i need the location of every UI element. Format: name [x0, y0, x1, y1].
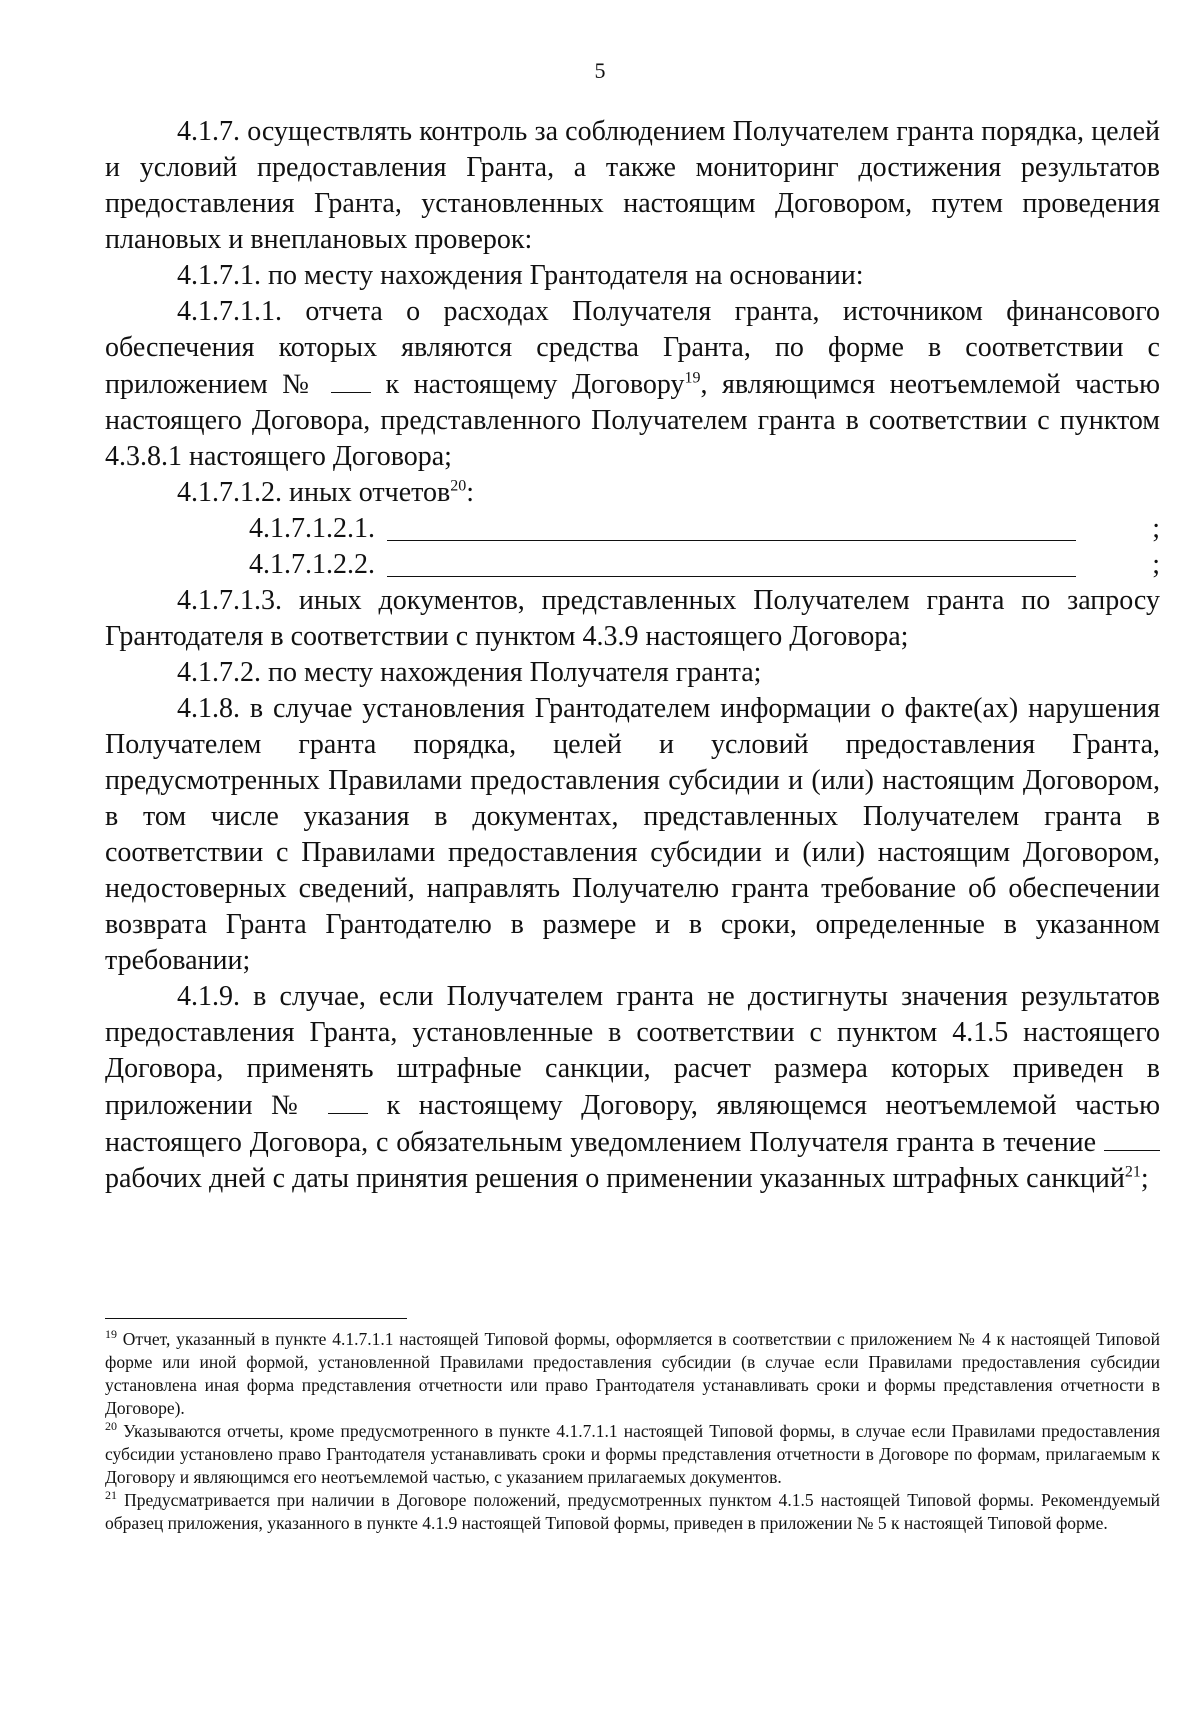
paragraph-4-1-7-1-2-1: 4.1.7.1.2.1. ;: [249, 513, 1160, 544]
paragraph-4-1-7: 4.1.7. осуществлять контроль за соблюдением Получателем гранта порядка, целей и условий предоставления Гранта, а также мониторинг достижения результатов предоставления Гранта, установленных настоящим Договором, путем проведения плановых и внеплановых проверок:: [105, 116, 1160, 255]
contract-body: [105, 114, 1160, 1197]
paragraph-4-1-7-2: 4.1.7.2. по месту нахождения Получателя гранта;: [177, 657, 762, 688]
footnote-19: $^{19}$ Отчет, указанный в пункте 4.1.7.1.1 настоящей Типовой формы, оформляется в соответствии с приложением № 4 к настоящей Типовой форме или иной формой, установленной Правилами предоставления субсидии (в случае если Правилами предоставления субсидии установлена иная форма представления отчетности или право Грантодателя устанавливать сроки и формы представления отчетности в Договоре).: [105, 1327, 1160, 1418]
paragraph-4-1-7-1-1: 4.1.7.1.1. отчета о расходах Получателя гранта, источником финансового обеспечения которых являются средства Гранта, по форме в соответствии с приложением № к настоящему Договору$^{19}$, являющимся неотъемлемой частью настоящего Договора, представленного Получателем гранта в соответствии с пунктом 4.3.8.1 настоящего Договора;: [105, 296, 1160, 472]
footnote-ref-20: 20: [450, 477, 467, 495]
blank-days: [1104, 1124, 1160, 1151]
footnotes: [105, 1328, 1160, 1535]
paragraph-4-1-9: 4.1.9. в случае, если Получателем гранта не достигнуты значения результатов предоставления Гранта, установленные в соответствии с пунктом 4.1.5 настоящего Договора, применять штрафные санкции, расчет размера которых приведен в приложении № к настоящему Договору, являющемся неотъемлемой частью настоящего Договора, с обязательным уведомлением Получателя гранта в течение рабочих дней с даты принятия решения о применении указанных штрафных санкций$^{21}$;: [105, 981, 1160, 1194]
footnote-21: $^{21}$ Предусматривается при наличии в Договоре положений, предусмотренных пунктом 4.1.5 настоящей Типовой формы. Рекомендуемый образец приложения, указанного в пункте 4.1.9 настоящей Типовой формы, приведен в приложении № 5 к настоящей Типовой форме.: [105, 1488, 1160, 1533]
paragraph-4-1-7-1-2: 4.1.7.1.2. иных отчетов$^{20}$:: [177, 477, 475, 508]
footnote-ref-19: 19: [684, 369, 701, 387]
paragraph-4-1-7-1-2-2: 4.1.7.1.2.2. ;: [249, 549, 1160, 580]
footnote-20: $^{20}$ Указываются отчеты, кроме предусмотренного в пункте 4.1.7.1.1 настоящей Типовой формы, в случае если Правилами предоставления субсидии установлено право Грантодателя устанавливать сроки и формы представления отчетности в Договоре по формам, прилагаемым к Договору и являющимся его неотъемлемой частью, с указанием прилагаемых документов.: [105, 1419, 1160, 1487]
paragraph-4-1-7-1: 4.1.7.1. по месту нахождения Грантодателя на основании:: [177, 260, 864, 291]
page-number: 5: [594, 58, 606, 83]
blank-annex-number: [328, 1087, 368, 1114]
footnote-separator: [105, 1318, 407, 1319]
blank-annex-number: [331, 366, 371, 393]
paragraph-4-1-7-1-3: 4.1.7.1.3. иных документов, представленных Получателем гранта по запросу Грантодателя в соответствии с пунктом 4.3.9 настоящего Договора;: [105, 585, 1160, 652]
paragraph-4-1-8: 4.1.8. в случае установления Грантодателем информации о факте(ах) нарушения Получателем гранта порядка, целей и условий предоставления Гранта, предусмотренных Правилами предоставления субсидии и (или) настоящим Договором, в том числе указания в документах, представленных Получателем гранта в соответствии с Правилами предоставления субсидии и (или) настоящим Договором, недостоверных сведений, направлять Получателю гранта требование об обеспечении возврата Гранта Грантодателю в размере и в сроки, определенные в указанном требовании;: [105, 693, 1160, 976]
blank-line: [387, 514, 1076, 541]
blank-line: [387, 550, 1076, 577]
footnote-ref-21: 21: [1124, 1163, 1141, 1181]
